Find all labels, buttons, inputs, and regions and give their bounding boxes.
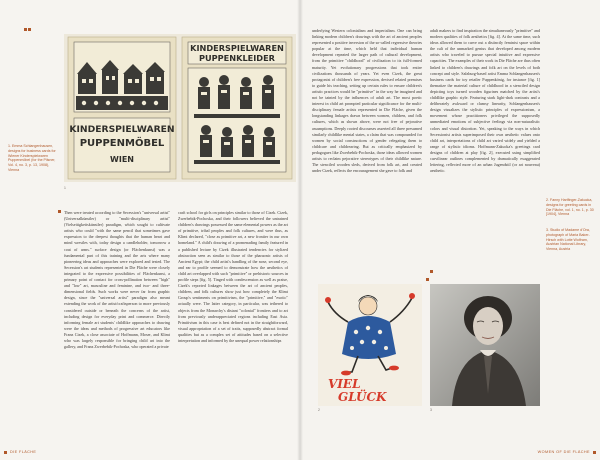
figure-2-greeting-card [318,284,422,406]
right-column-2 [430,28,540,268]
portrait-photo [430,284,540,406]
left-column-2 [178,210,288,446]
booklet-right-title-top: KINDERSPIELWAREN [190,43,284,53]
greeting-card-illustration [318,284,422,406]
booklet-left [68,37,176,179]
booklet-left-title-bottom: PUPPENMÖBEL [79,138,165,149]
figure-1-business-cards [64,34,296,182]
booklet-left-title-top: KINDERSPIELWAREN [69,124,175,135]
section-marker [430,270,433,273]
figure-1-number: 1 [64,186,66,190]
figure-2-number: 2 [318,408,320,412]
card-text-glueck: GLÜCK [338,390,387,404]
footer-marker [4,451,7,454]
left-column-1 [64,210,170,446]
right-footer: WOMEN OF DIE FLÄCHE [537,450,590,454]
right-column-2-text: adult makers to find inspiration the simultaneously "primitive" and modern qualities of folk aesthetics [fig. 4]. At the same time, such ideas allowed them to carve out a distinctly feminist space within the cult of the unmarked genius that developed among modern artists who traveled to pursue special intuitive and expressive capacities. The examples of their work in Die Fläche are thus often linked to children's drawings and folk art on the levels of both concept and style. Salzburg-based artist Emma Schlangenhausen's business cards for toy retailer Puppenkönig, for instance [fig. 1] thematize the material culture of childhood in a stenciled design depicting toys turned wooden figurines matched by the artist's childlike graphic style. Featuring stark light-dark contrasts and a deliberately awkward or clumsy linearity, Schlangenhausen's design visualizes the stylistic principles of expressionism, a movement whose practitioners privileged the supposedly unmediated emotions of subjective feelings via non-naturalistic colors and visual distortion. Yet, speaking to the ways in which Secessionist artists superimposed their own aesthetic values onto child art, interpretations of child art varied widely and yielded a range of stylistic idioms. Hoffmann-Zakucka's greetings card designs of children at play [fig. 2], executed using simplified curvilinear outlines complemented by dramatically exaggerated lettering, reflected more of an urban Jugendstil (or art nouveau) aesthetic. [430,28,540,174]
booklet-left-title-row: WIEN [110,155,134,164]
right-page [300,0,600,460]
booklet-right-title-bottom: PUPPENKLEIDER [199,53,275,63]
section-marker [426,278,429,281]
left-column-2-text: craft school for girls on principles similar to those of Cizek. Cizek, Zwerbebik-Pochoska, and their followers believed the untrained children's drawings possessed the same elemental powers as the art of primitive, tribal peoples and folk cultures, and were thus, as Klimt declared, "close as primitive art, a new frontier in our own homeland." A child's drawing of a promenading family featured in a published lecture by Cizek illustrated tendencies for stylized abstraction seen as similar to those of the pharaonic artists of Ancient Egypt; the child artist's handling of the nose, second eye, and ear to profile seemed to demonstrate how the aesthetics of child art overlapped with such "primitive" or prehistoric sources in profile steps [fig. 5]. Tinged with condescension as well as praise, Cizek's reported linkages between the art of ancient peoples, children, and folk cultures show just how completely the Klimt Group's sentiments on primitivism, the "primitive," and "exotic" actually were. The latter category, in particular, was tethered to objects from the Monarchy's distant "colonial" frontiers and to art from previously underappreciated regions including East Asia. Primitivism in this case is best defined not in the straightforward, visual appropriation of a set of traits, supposedly abstract formal qualities but as a complex set of attitudes based on a selective interpretation and informed by the unequal power relationships [178,210,288,343]
right-column-1 [312,28,422,268]
figure-3-photograph [430,284,540,406]
card-text-viel: VIEL [328,377,361,391]
figure-1-caption: 1. Emma Schlangenhausen, designs for business cards for Wiener Kinderspielwaren Puppenmöbel (for the Pilsner, Vol. 4, no. 3, p. 13, 1908), Vienna [8,144,56,172]
section-marker [28,28,31,31]
figure-3-number: 3 [430,408,432,412]
figure-2-caption: 2. Fanny Harlfinger-Zakucka, designs for greeting cards in Die Fläche, vol. 1, no. 1, p. 30 [1904], Vienna [546,198,594,217]
section-marker [24,28,27,31]
footer-marker [593,451,596,454]
booklet-right [182,37,292,179]
book-gutter [297,0,303,460]
section-marker [58,210,61,213]
left-column-1-text: Then were treated according to the Secession's "universal artist" (Universalkünstler) or "multi-disciplinary artist" (Vielseitigkeitskünstler) paradigm, which sought to cultivate artists who could "with the same pencil that sometimes gave expression to the deepest thoughts that the human heart and mind wrestles with, today design a candleholder, tomorrow a coat of arms." surface design (or Flächenkunst) was a fundamental part of this training and the arts where many pioneering ideas and approaches were explored and tested. The Secession's art students represented in Die Fläche were closely integrated to the expressive possibilities of Flächenkunst, a primary point of contact for cross-pollination between "high" and "low" art, masculine and feminine, and two- and three-dimensional fields. Such works were never far from graphic design, since the "universal artist" paradigm also meant extending the work of the artist/craftsperson to more previously considered outside or beneath the concerns of the artist, including design for everyday print and commerce. Directly informing female art students' childlike approaches to drawing were the ideas and methods of progressive art educators like Franz Cizek, a close associate of Hoffmann, Moser, and Klimt who was largely responsible for bringing child art into the gallery, and Franz Zwerbebik-Pochoska, who operated a private [64,210,170,350]
figure-3-caption: 3. Studio of Madame d'Ora, photograph of Maria Baker-Hirsch with Lotte Wolfram, Austrian National Library, Vienna, Austria [546,228,590,252]
left-footer: DIE FLÄCHE [10,450,37,454]
right-column-1-text: underlying Western colonialism and imperialism. One can bring linking modern children's drawings with the art of ancient peoples represented a positive inversion of the so-called regressive theories popular at the time, which held that individual human development repeated the larger path of cultural development, from the primitive "childhood" of civilization to its full-formed maturity. Yet evolutionary progressions that took entire civilizations thousands of years. Yet even Cizek, the great protagonist of children's free expression, devised related premises to guide his teaching, setting up certain rules to ensure children's artistic practices would be "primitive" in the way he imagined and not be tainted by the influences of adult art. The most poetic interest in child art prompted particular significance for the multi-disciplinary female artists represented in Die Fläche, given the longstanding linkages drawn between women, children, and folk cultures, which as shown above, were not free of pejorative assumptions. Deeply rooted discourses asserted all three presumed similarly childlike mental states, a claim that was compounded for women by social constructions of gender relegating them to childcare and childrearing. But as critically emphasized by pedagogues like Zwerbebik-Pochoska, those ideas allowed women artists to reclaim pejorative stereotypes of their childlike nature. The stenciled wooden sleds, derived from folk art, and created under Cizek, reflects the encouragement she gave to folk and [312,28,422,174]
